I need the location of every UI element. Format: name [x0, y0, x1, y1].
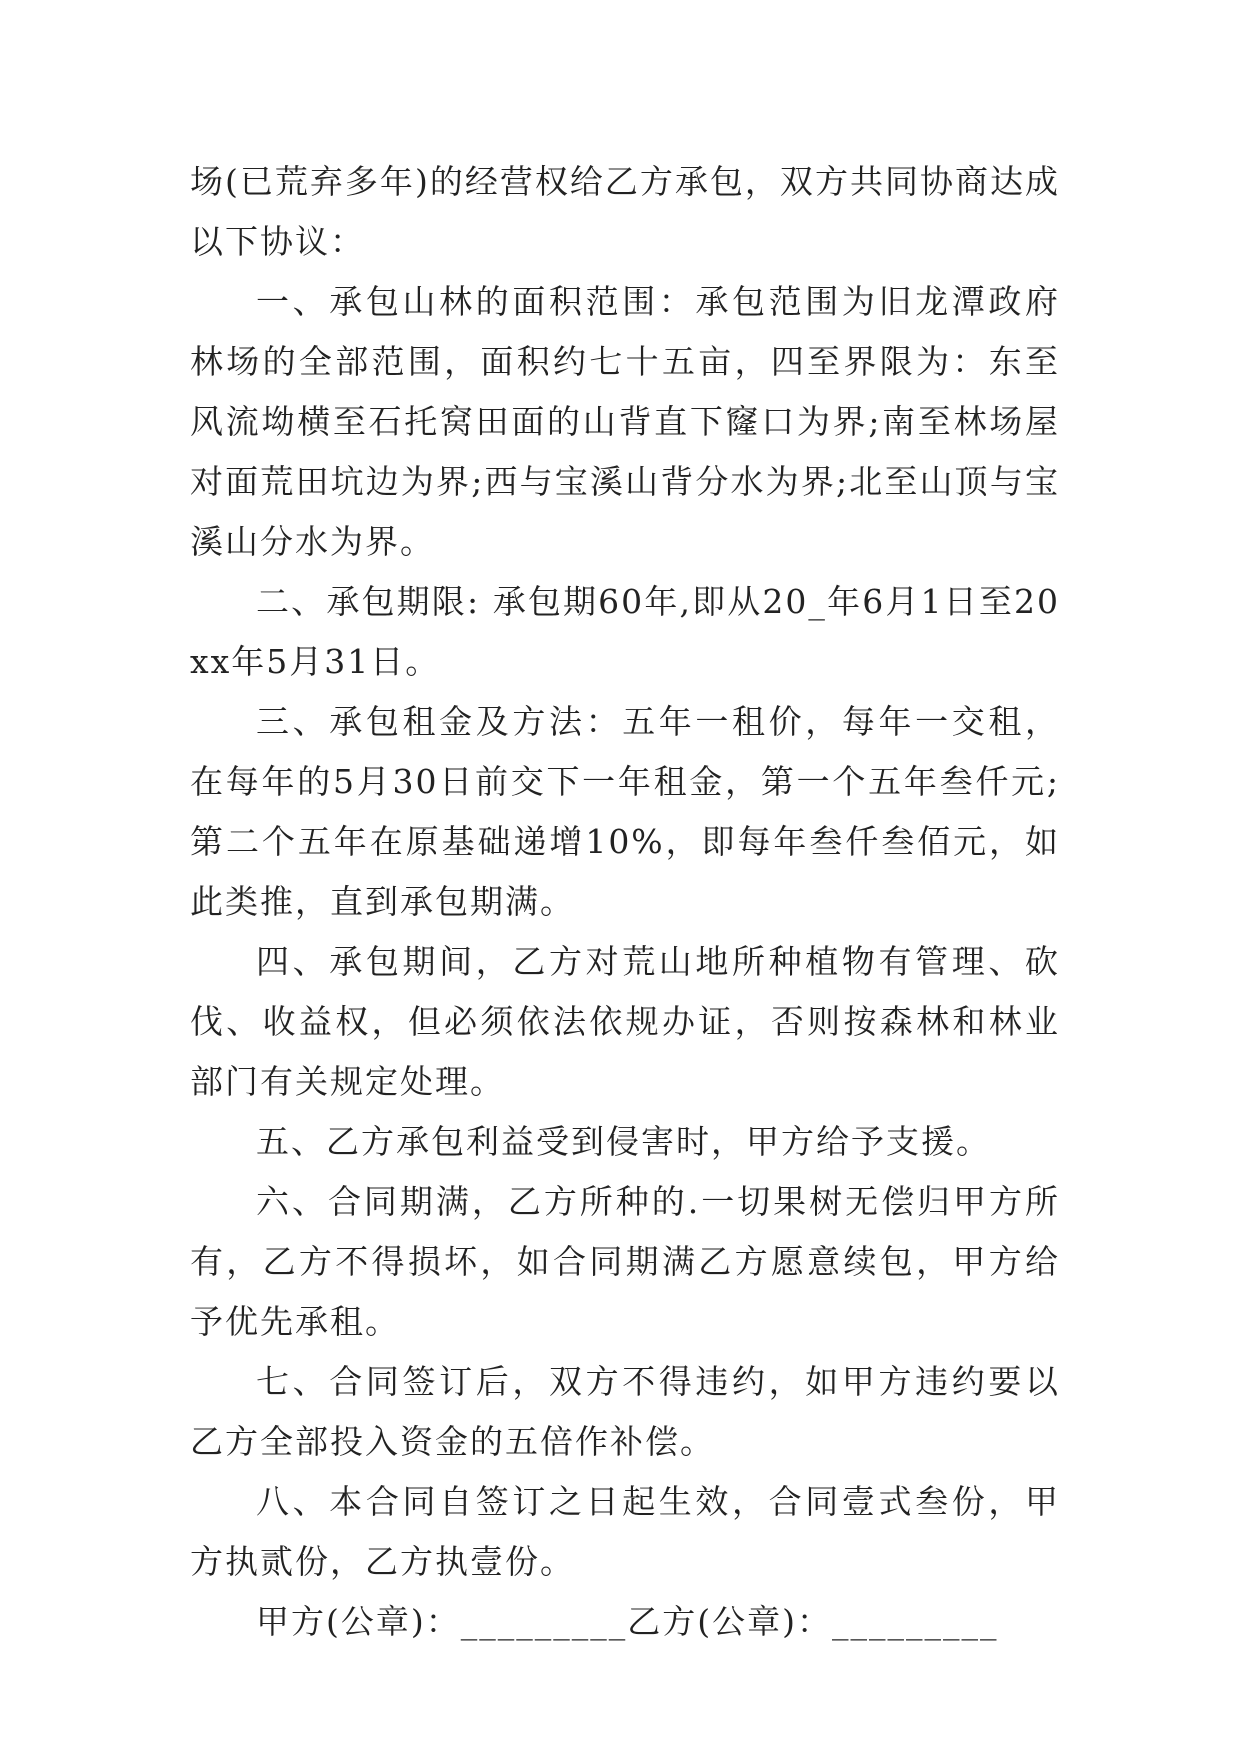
paragraph-clause-8: 八、本合同自签订之日起生效，合同壹式叁份，甲方执贰份，乙方执壹份。	[190, 1482, 1060, 1581]
paragraph-clause-2: 二、承包期限: 承包期60年,即从20_年6月1日至20xx年5月31日。	[190, 582, 1060, 681]
paragraph-intro: 场(已荒弃多年)的经营权给乙方承包，双方共同协商达成以下协议：	[190, 162, 1060, 261]
paragraph-clause-7: 七、合同签订后，双方不得违约，如甲方违约要以乙方全部投入资金的五倍作补偿。	[190, 1362, 1060, 1461]
paragraph-clause-6: 六、合同期满，乙方所种的.一切果树无偿归甲方所有，乙方不得损坏，如合同期满乙方愿意续包，甲方给予优先承租。	[190, 1182, 1060, 1341]
paragraph-clause-5: 五、乙方承包利益受到侵害时，甲方给予支援。	[256, 1122, 991, 1161]
document-body	[190, 152, 1060, 1652]
signature-line: 甲方(公章)：_________乙方(公章)：_________	[256, 1602, 999, 1641]
paragraph-clause-1: 一、承包山林的面积范围：承包范围为旧龙潭政府林场的全部范围，面积约七十五亩，四至界限为：东至风流坳横至石托窝田面的山背直下窿口为界;南至林场屋对面荒田坑边为界;西与宝溪山背分水为界;北至山顶与宝溪山分水为界。	[190, 282, 1060, 561]
paragraph-clause-4: 四、承包期间，乙方对荒山地所种植物有管理、砍伐、收益权，但必须依法依规办证，否则按森林和林业部门有关规定处理。	[190, 942, 1060, 1101]
paragraph-clause-3: 三、承包租金及方法：五年一租价，每年一交租，在每年的5月30日前交下一年租金，第一个五年叁仟元;第二个五年在原基础递增10%，即每年叁仟叁佰元，如此类推，直到承包期满。	[190, 702, 1060, 921]
